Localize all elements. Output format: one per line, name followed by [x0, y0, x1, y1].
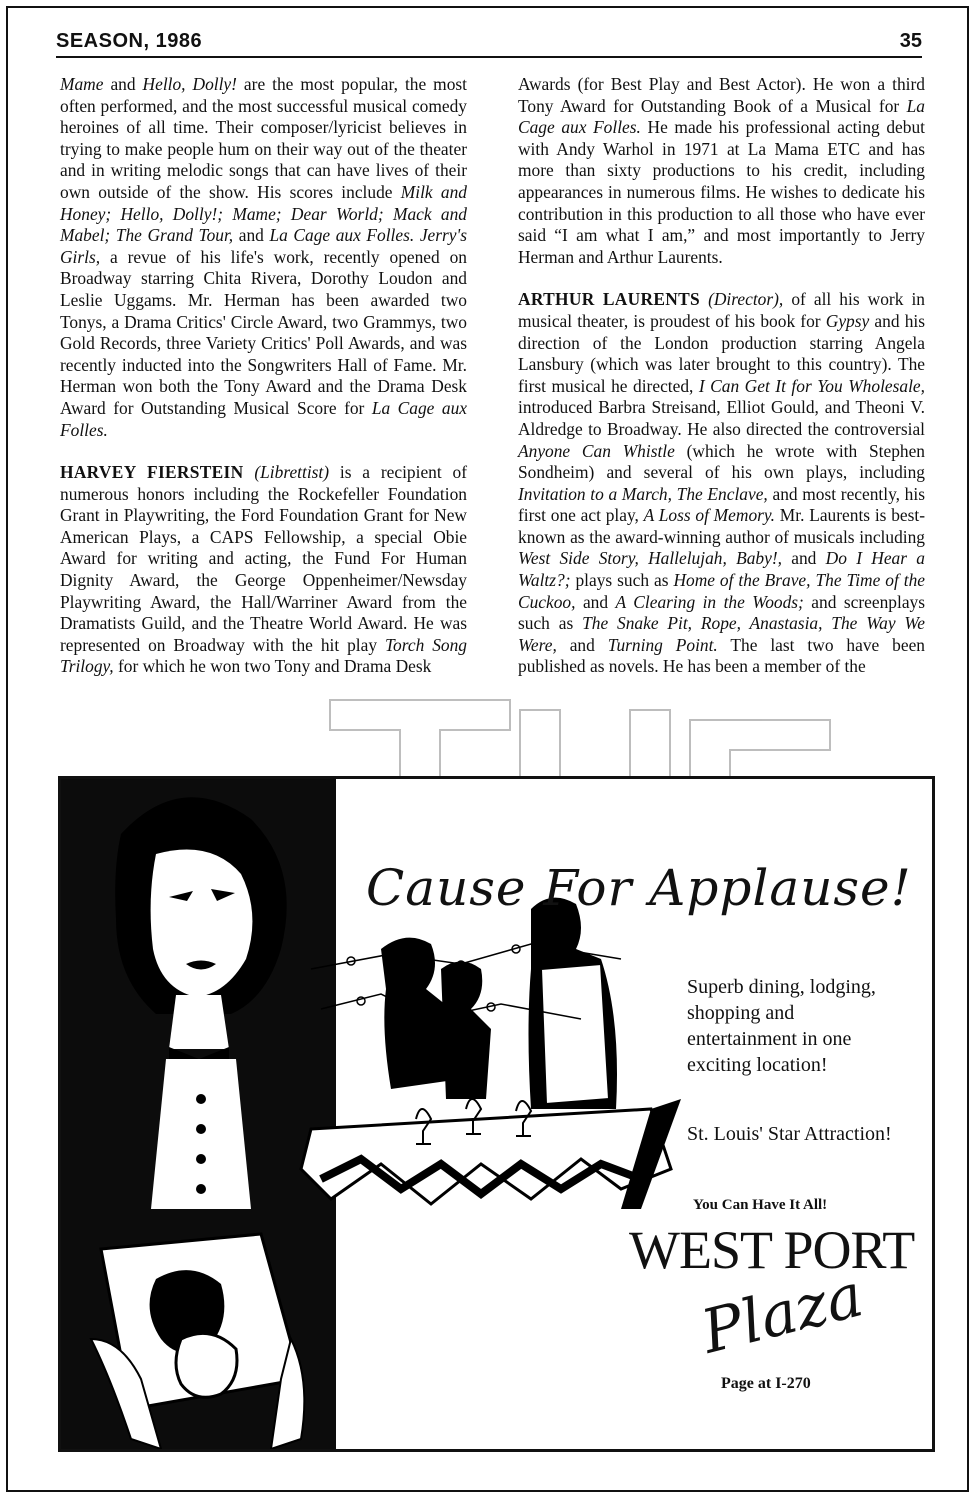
- man-jacket: [541, 964, 609, 1104]
- italic-title: La Cage aux Folles.: [518, 95, 925, 138]
- bio-text: plays such as: [570, 570, 674, 591]
- plaza-script-logo: Plaza: [694, 1260, 870, 1368]
- ad-blurb: Superb dining, lodging, shopping and entertainment in one exciting location!: [687, 976, 876, 1076]
- woman-neck: [169, 995, 229, 1049]
- tragedy-mask: [176, 1333, 237, 1397]
- herman-bio-paragraph: [60, 74, 467, 441]
- italic-title: Home of the Brave, The Time of the Cuckoo,: [518, 570, 926, 612]
- westport-plaza-advertisement: [58, 776, 935, 1452]
- italic-title: (Librettist): [254, 462, 330, 483]
- bio-name: ARTHUR LAURENTS: [518, 289, 701, 310]
- ad-slogan: You Can Have It All!: [693, 1197, 828, 1213]
- italic-title: Invitation to a March, The Enclave,: [518, 483, 768, 504]
- italic-title: La Cage aux Folles. Jerry's Girls,: [60, 225, 467, 267]
- ad-location: Page at I-270: [721, 1375, 811, 1392]
- page-number: 35: [899, 30, 922, 52]
- bio-text: He made his professional acting debut with Andy Warhol in 1971 at La Mama ETC and has more than sixty productions to his credit, including appearances in numerous films. He wishes to dedicate his contribution in this production to all those who have ever said “I am what I am,” and most importantly to Jerry Herman and Arthur Laurents.: [518, 117, 925, 267]
- bio-text: and: [103, 74, 143, 94]
- italic-title: Turning Point.: [607, 634, 718, 655]
- bio-text: Awards (for Best Play and Best Actor). He won a third Tony Award for Outstanding Book of a Musical for: [518, 74, 925, 116]
- bio-text: introduced Barbra Streisand, Elliot Gould, and Theoni V. Aldredge to Broadway. He also directed the controversial: [518, 397, 925, 439]
- italic-title: The Snake Pit, Rope, Anastasia, The Way We Were,: [518, 613, 926, 655]
- bio-name: HARVEY FIERSTEIN: [60, 462, 244, 483]
- bio-text: and screenplays such as: [518, 591, 925, 634]
- italic-title: Mame: [60, 74, 104, 94]
- bio-text: is a recipient of numerous honors including the Rockefeller Foundation Grant in Playwriting, the Ford Foundation Grant for New American Plays, a CAPS Fellowship, a special Obie Award for writing and acting, the Fund For Human Dignity Award, the George Oppenheimer/Newsday Playwriting Award, the Hall/Warriner Award from the Dramatists Guild, and the Theatre World Award. He was represented on Broadway with the hit play: [60, 462, 468, 655]
- bio-text: for which he won two Tony and Drama Desk: [113, 656, 432, 677]
- bio-text: are the most popular, the most often performed, and the most successful musical comedy heroines of all time. Their composer/lyricist believes in trying to make people hum on their way out of the theater and in writing melodic songs that can have lives of their own outside of the show. His scores include: [60, 74, 467, 202]
- bio-text: Mr. Laurents is best-known as the award-winning author of musicals including: [518, 505, 925, 547]
- italic-title: West Side Story, Hallelujah, Baby!,: [518, 548, 782, 569]
- italic-title: La Cage aux Folles.: [60, 397, 467, 440]
- left-column: [60, 74, 467, 678]
- ad-headline: Cause For Applause!: [366, 859, 912, 917]
- italic-title: Gypsy: [825, 310, 870, 331]
- bio-text: and: [781, 548, 826, 569]
- bio-text: and: [233, 225, 270, 246]
- bio-text: [243, 462, 254, 482]
- bio-text: [700, 289, 708, 309]
- italic-title: Milk and Honey; Hello, Dolly!; Mame; Dear World; Mack and Mabel; The Grand Tour,: [60, 181, 467, 246]
- italic-title: (Director),: [708, 289, 784, 310]
- italic-title: Do I Hear a Waltz?;: [518, 548, 925, 591]
- page-header: [56, 30, 922, 58]
- italic-title: A Loss of Memory.: [643, 505, 776, 526]
- bio-text: and his direction of the London production starring Angela Lansbury (which was later brought to this country). The first musical he directed,: [518, 310, 925, 396]
- season-title: SEASON, 1986: [56, 30, 203, 52]
- laurents-bio-paragraph: [518, 289, 925, 678]
- bio-text: and: [575, 591, 616, 612]
- bio-text: of all his work in musical theater, is proudest of his book for: [518, 289, 925, 331]
- bio-text: The last two have been published as novels. He has been a member of the: [518, 634, 926, 677]
- fierstein-bio-paragraph: [60, 462, 467, 678]
- italic-title: I Can Get It for You Wholesale,: [698, 375, 925, 396]
- right-column: [518, 74, 925, 678]
- bio-text: a revue of his life's work, recently opened on Broadway starring Chita Rivera, Dorothy Loudon and Leslie Uggams. Mr. Herman has been awarded two Tonys, a Drama Critics' Circle Award, two Grammys, two Gold Records, three Variety Critics' Poll Awards, and was recently inducted into the Songwriters Hall of Fame. Mr. Herman won both the Tony Award and the Drama Desk Award for Outstanding Musical Score for: [60, 246, 467, 418]
- italic-title: Anyone Can Whistle: [518, 440, 675, 461]
- bio-text: and: [556, 634, 608, 655]
- fierstein-bio-continued: [518, 74, 925, 268]
- italic-title: Hello, Dolly!: [142, 74, 237, 94]
- bio-text: (which he wrote with Stephen Sondheim) and several of his own plays, including: [518, 440, 925, 483]
- bio-text: and most recently, his first one act play,: [518, 483, 925, 526]
- italic-title: A Clearing in the Woods;: [615, 591, 804, 612]
- ad-tagline: St. Louis' Star Attraction!: [687, 1123, 892, 1145]
- italic-title: Torch Song Trilogy,: [60, 634, 468, 677]
- westport-logo-text: WEST PORT: [629, 1220, 915, 1280]
